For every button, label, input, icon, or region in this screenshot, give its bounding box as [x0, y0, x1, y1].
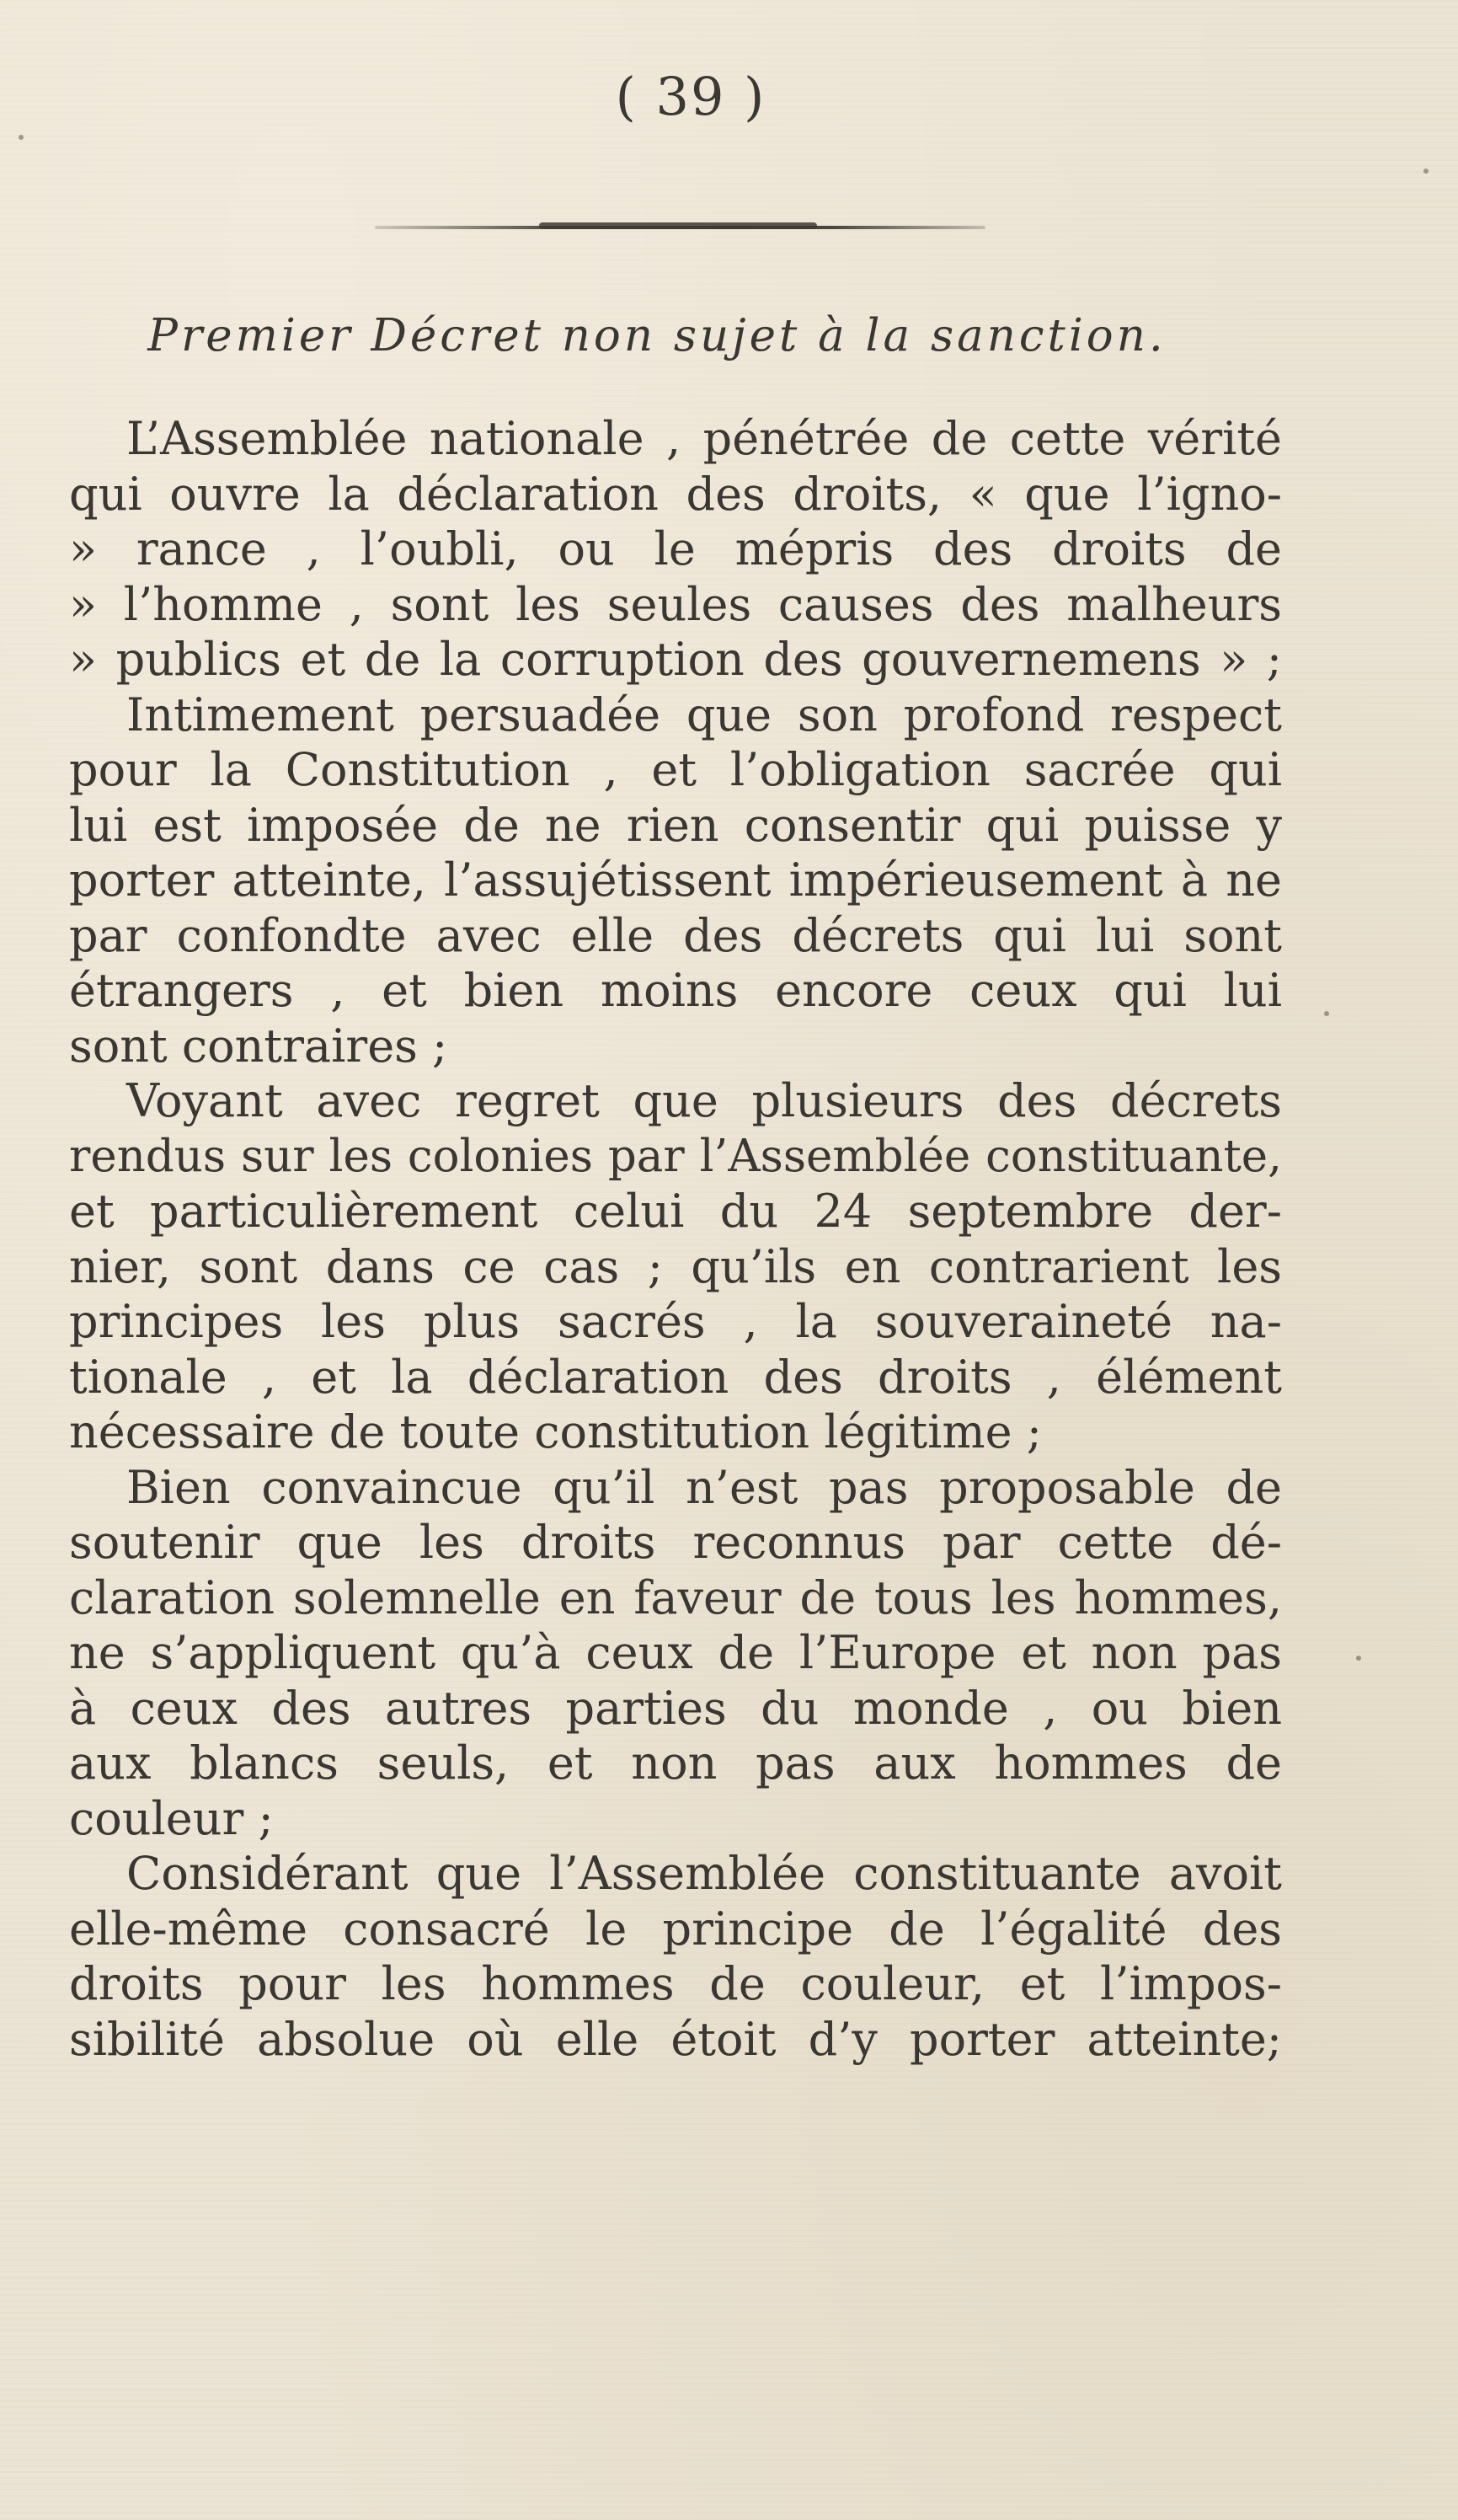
text-line: claration solemnelle en faveur de tous les hommes, — [69, 1570, 1282, 1624]
paper-speck — [1356, 1656, 1361, 1661]
text-line: nécessaire de toute constitution légitime ; — [69, 1405, 1042, 1458]
text-line: » l’homme , sont les seules causes des malheurs — [69, 577, 1282, 631]
text-line: aux blancs seuls, et non pas aux hommes de — [69, 1736, 1282, 1790]
text-line: et particulièrement celui du 24 septembre der- — [69, 1185, 1282, 1238]
text-line: porter atteinte, l’assujétissent impérieusement à ne — [69, 853, 1282, 907]
section-heading: Premier Décret non sujet à la sanction. — [147, 310, 1167, 361]
page-number: ( 39 ) — [615, 66, 766, 127]
text-line: Bien convaincue qu’il n’est pas proposable de — [126, 1460, 1282, 1514]
text-line: qui ouvre la déclaration des droits, « que l’igno- — [69, 467, 1282, 521]
text-line: par confondte avec elle des décrets qui lui sont — [69, 908, 1282, 962]
paper-speck — [1324, 1011, 1329, 1016]
text-line: ne s’appliquent qu’à ceux de l’Europe et non pas — [69, 1626, 1282, 1679]
decorative-rule-center — [539, 222, 817, 229]
text-line: étrangers , et bien moins encore ceux qui lui — [69, 964, 1282, 1017]
text-line: » rance , l’oubli, ou le mépris des droits de — [69, 522, 1282, 575]
text-line: L’Assemblée nationale , pénétrée de cette vérité — [126, 412, 1282, 465]
text-line: soutenir que les droits reconnus par cette dé- — [69, 1516, 1282, 1569]
text-line: rendus sur les colonies par l’Assemblée constituante, — [69, 1130, 1282, 1182]
text-line: à ceux des autres parties du monde , ou bien — [69, 1681, 1282, 1735]
text-line: Intimement persuadée que son profond respect — [126, 688, 1282, 741]
text-line: sont contraires ; — [69, 1019, 448, 1073]
text-line: couleur ; — [69, 1791, 274, 1845]
text-line: Voyant avec regret que plusieurs des décrets — [126, 1074, 1282, 1127]
paper-speck — [1423, 169, 1429, 174]
paper-speck — [19, 135, 24, 140]
text-line: elle-même consacré le principe de l’égalité des — [69, 1902, 1282, 1956]
text-line: sibilité absolue où elle étoit d’y porter atteinte; — [69, 2012, 1282, 2066]
text-line: lui est imposée de ne rien consentir qui puisse y — [69, 798, 1282, 852]
text-line: Considérant que l’Assemblée constituante avoit — [126, 1847, 1282, 1900]
body-text — [69, 411, 1282, 2067]
text-line: » publics et de la corruption des gouvernemens » ; — [69, 633, 1282, 686]
text-line: principes les plus sacrés , la souveraineté na- — [69, 1295, 1282, 1348]
text-line: droits pour les hommes de couleur, et l’impos- — [69, 1957, 1282, 2010]
text-line: nier, sont dans ce cas ; qu’ils en contrarient les — [69, 1239, 1282, 1293]
text-line: tionale , et la déclaration des droits , élément — [69, 1350, 1282, 1404]
text-line: pour la Constitution , et l’obligation sacrée qui — [69, 743, 1282, 796]
